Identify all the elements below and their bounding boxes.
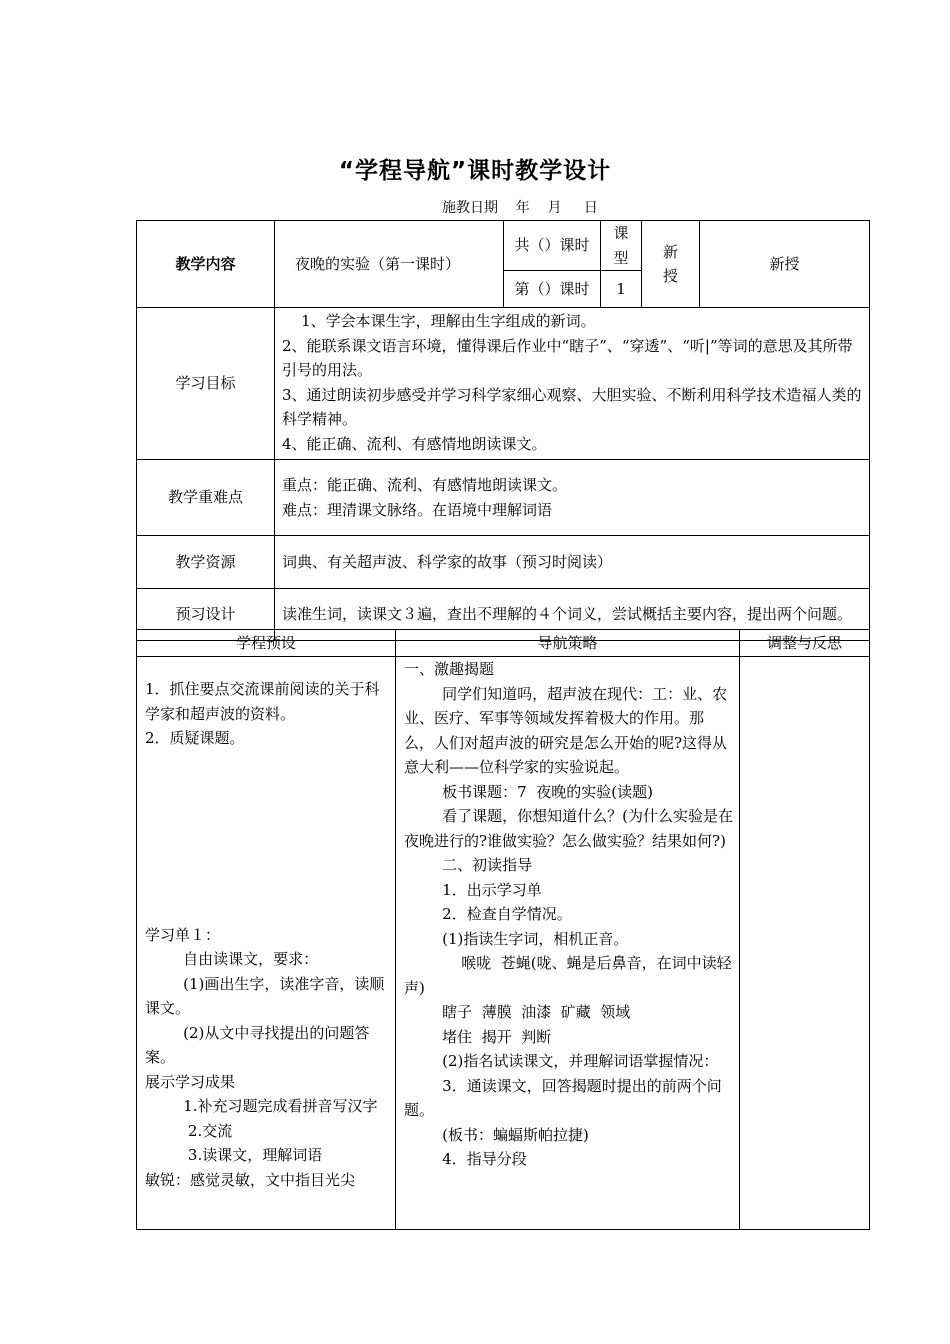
strategy-line: (板书：蝙蝠斯帕拉捷) [404, 1125, 589, 1144]
goals-label: 学习目标 [137, 308, 275, 460]
keypoint-line: 重点：能正确、流利、有感情地朗读课文。 [282, 476, 568, 494]
preset-line: 自由读课文，要求： [145, 950, 319, 968]
preset-cell [137, 657, 396, 1230]
strategy-line: (2)指名试读课文，并理解词语掌握情况： [404, 1052, 719, 1070]
total-hours: 共（）课时 [504, 221, 601, 271]
content-label: 教学内容 [137, 221, 275, 308]
column-header-strategy: 导航策略 [396, 630, 740, 657]
keypoint-line: 难点：理清课文脉络。在语境中理解词语 [282, 500, 553, 519]
goal-line: 1、学会本课生字，理解由生字组成的新词。 [282, 312, 596, 330]
keypoints-content [275, 460, 870, 536]
preset-line: 学习单１： [145, 925, 221, 944]
goal-line: 4、能正确、流利、有感情地朗读课文。 [282, 434, 547, 453]
strategy-line: 一、激趣揭题 [404, 660, 495, 678]
header-table [136, 220, 870, 641]
resources-label: 教学资源 [137, 536, 275, 589]
strategy-line: 2．检查自学情况。 [404, 905, 572, 923]
strategy-line: 瞎子 薄膜 油漆 矿藏 领域 [404, 1003, 631, 1021]
page-title: “学程导航”课时教学设计 [338, 158, 612, 184]
strategy-line: 同学们知道吗，超声波在现代：工：业、农业、医疗、军事等领域发挥着极大的作用。那么，人们对超声波的研究是怎么开始的呢?这得从意大利——位科学家的实验说起。 [404, 684, 728, 776]
keypoints-label: 教学重难点 [137, 460, 275, 536]
preset-line: 敏锐：感觉灵敏，文中指目光尖 [145, 1170, 356, 1189]
strategy-line: (1)指读生字词，相机正音。 [404, 929, 629, 948]
strategy-line: 1．出示学习单 [404, 880, 542, 899]
goal-line: 3、通过朗读初步感受并学习科学家细心观察、大胆实验、不断利用科学技术造福人类的科学精神。 [282, 385, 862, 428]
new-teach-label: 新授 [642, 221, 700, 308]
preset-line: (2)从文中寻找提出的问题答案。 [145, 1023, 370, 1066]
type-value: 新授 [700, 221, 870, 308]
type-label: 课型 [601, 221, 642, 271]
preset-line: 展示学习成果 [145, 1072, 236, 1091]
preset-line: 1.补充习题完成看拼音写汉字 [145, 1097, 378, 1115]
preset-line: 1．抓住要点交流课前阅读的关于科学家和超声波的资料。 [145, 680, 380, 723]
strategy-line: 二、初读指导 [404, 856, 533, 874]
column-header-preset: 学程预设 [137, 630, 396, 657]
resources-content: 词典、有关超声波、科学家的故事（预习时阅读） [275, 536, 870, 589]
preset-line: 3.读课文，理解词语 [145, 1146, 323, 1164]
date-line: 施教日期 年 月 日 [442, 200, 598, 216]
preset-line: 2．质疑课题。 [145, 729, 245, 747]
strategy-line: 喉咙 苍蝇(咙、蝇是后鼻音，在词中读轻声) [404, 954, 732, 997]
preview-label: 预习设计 [137, 589, 275, 641]
strategy-line: 看了课题，你想知道什么？(为什么实验是在夜晚进行的?谁做实验？怎么做实验？结果如何?) [404, 807, 734, 850]
process-table [136, 629, 870, 1230]
strategy-line: 3．通读课文，回答揭题时提出的前两个问题。 [404, 1076, 722, 1119]
strategy-line: 堵住 揭开 判断 [404, 1027, 552, 1046]
column-header-reflection: 调整与反思 [740, 630, 870, 657]
current-hour-value: 1 [601, 271, 642, 308]
strategy-line: 4．指导分段 [404, 1150, 527, 1168]
preview-content: 读准生词，读课文３遍，查出不理解的４个词义，尝试概括主要内容，提出两个问题。 [275, 589, 870, 641]
reflection-cell [740, 657, 870, 1230]
strategy-cell [396, 657, 740, 1230]
goals-content [275, 308, 870, 460]
current-hour: 第（）课时 [504, 271, 601, 308]
strategy-line: 板书课题：7 夜晚的实验(读题) [404, 782, 653, 801]
lesson-title: 夜晚的实验（第一课时） [275, 221, 504, 308]
preset-line: 2.交流 [145, 1121, 233, 1140]
goal-line: 2、能联系课文语言环境，懂得课后作业中“瞎子”、“穿透”、“听|”等词的意思及其所带引号的用法。 [282, 336, 853, 379]
preset-line: (1)画出生字，读准字音，读顺课文。 [145, 974, 385, 1017]
